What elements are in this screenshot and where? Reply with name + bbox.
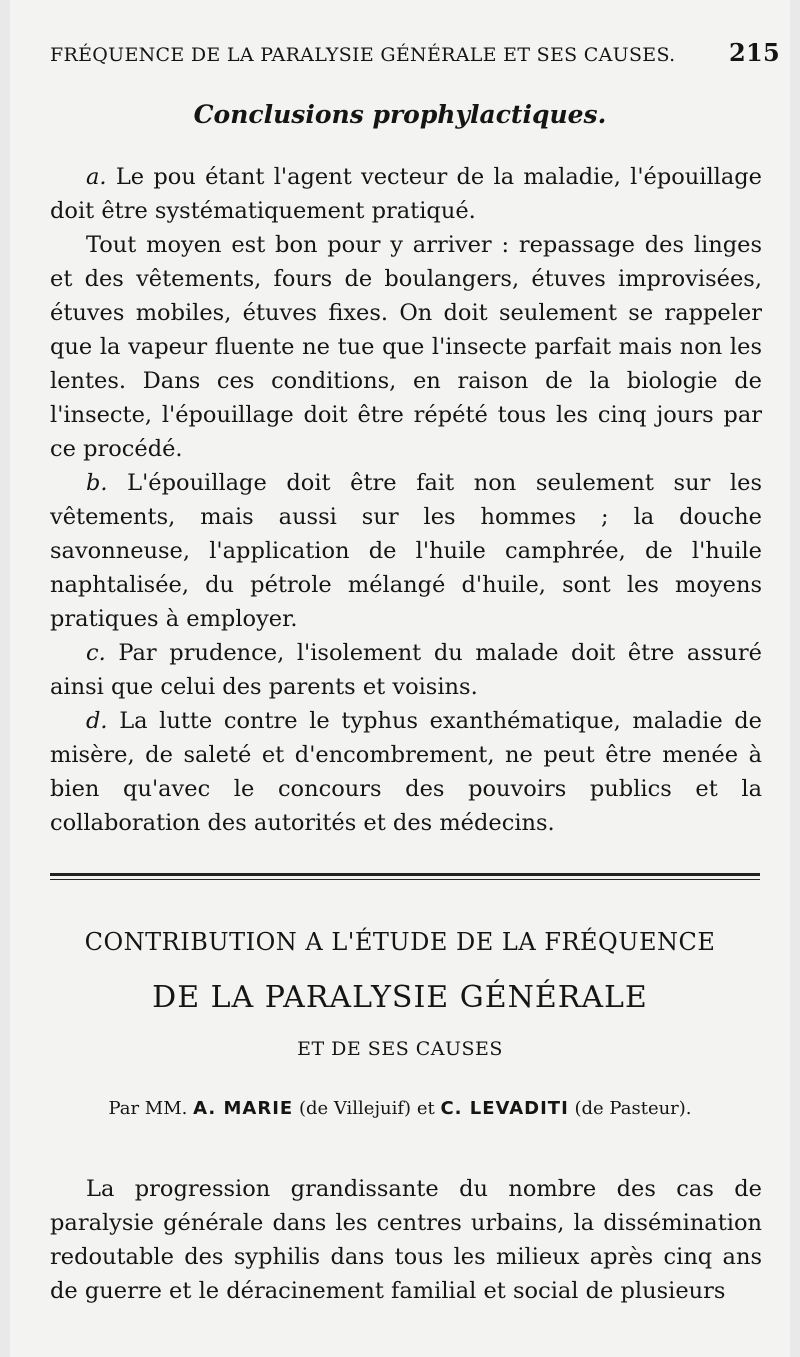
paragraph-d: d. La lutte contre le typhus exanthématique, maladie de misère, de saleté et d'encombrement, ne peut être menée à bien qu'avec le concours des pouvoirs publics et la collaboration des autorités et des médecins.	[50, 708, 762, 836]
running-head	[50, 38, 790, 67]
paragraph-c: c. Par prudence, l'isolement du malade doit être assuré ainsi que celui des parents et voisins.	[50, 640, 762, 700]
item-marker: c.	[86, 640, 106, 666]
conclusions-text	[50, 160, 762, 840]
opening-paragraph: La progression grandissante du nombre des cas de paralysie générale dans les centres urbains, la dissémination redoutable des syphilis dans tous les milieux après cinq ans de guerre et le déracinement familial et social de plusieurs	[50, 1176, 762, 1304]
article-title-line-3: ET DE SES CAUSES	[297, 1038, 503, 1060]
author-name: A. MARIE	[193, 1098, 294, 1119]
item-marker: d.	[86, 708, 108, 734]
article-body	[50, 1172, 762, 1308]
item-marker: b.	[86, 470, 108, 496]
author-byline: Par MM. A. MARIE (de Villejuif) et C. LEVADITI (de Pasteur).	[108, 1098, 692, 1119]
paragraph-b: b. L'épouillage doit être fait non seulement sur les vêtements, mais aussi sur les hommes ; la douche savonneuse, l'application de l'huile camphrée, de l'huile naphtalisée, du pétrole mélangé d'huile, sont les moyens pratiques à employer.	[50, 470, 762, 632]
paragraph-a: a. Le pou étant l'agent vecteur de la maladie, l'épouillage doit être systématiquement pratiqué.	[50, 164, 762, 224]
page-number: 215	[729, 38, 780, 67]
article-title-line-2: DE LA PARALYSIE GÉNÉRALE	[152, 980, 648, 1015]
running-head-title: FRÉQUENCE DE LA PARALYSIE GÉNÉRALE ET SES CAUSES.	[50, 44, 676, 66]
author-name: C. LEVADITI	[440, 1098, 569, 1119]
section-heading: Conclusions prophylactiques.	[193, 100, 607, 129]
paragraph-a-continued: Tout moyen est bon pour y arriver : repassage des linges et des vêtements, fours de boulangers, étuves improvisées, étuves mobiles, étuves fixes. On doit seulement se rappeler que la vapeur fluente ne tue que l'insecte parfait mais non les lentes. Dans ces conditions, en raison de la biologie de l'insecte, l'épouillage doit être répété tous les cinq jours par ce procédé.	[50, 232, 762, 462]
article-title-line-1: CONTRIBUTION A L'ÉTUDE DE LA FRÉQUENCE	[84, 928, 716, 956]
item-marker: a.	[86, 164, 107, 190]
section-divider	[50, 873, 760, 880]
book-page	[10, 0, 790, 1357]
